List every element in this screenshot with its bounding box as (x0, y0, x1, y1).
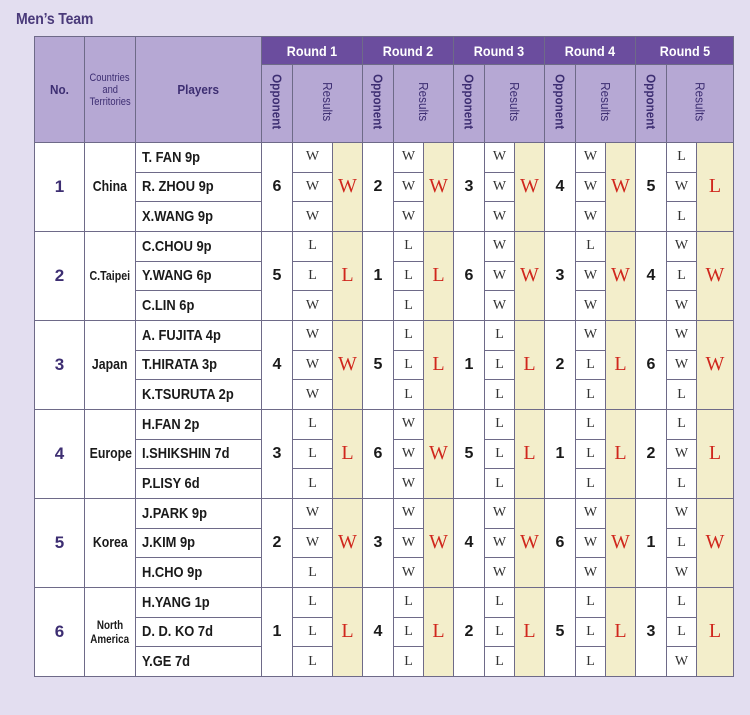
header-round-5: Round 5 (636, 37, 734, 65)
header-round-3: Round 3 (454, 37, 545, 65)
game-result: L (485, 469, 515, 499)
game-result: W (394, 439, 424, 469)
country-name-line: Korea (92, 534, 128, 552)
opponent-number: 4 (636, 231, 667, 320)
player-name: J.KIM 9p (136, 528, 262, 558)
round-result: L (424, 587, 454, 676)
header-opponent-round-2: Opponent (363, 65, 394, 143)
game-result: L (293, 617, 333, 647)
game-result: L (576, 587, 606, 617)
team-number: 6 (35, 587, 85, 676)
header-results-round-4: Results (576, 65, 636, 143)
game-result: W (667, 350, 697, 380)
game-result: W (485, 528, 515, 558)
game-result: L (394, 291, 424, 321)
player-name: P.LISY 6d (136, 469, 262, 499)
opponent-number: 6 (454, 231, 485, 320)
opponent-number: 6 (262, 143, 293, 232)
game-result: L (293, 231, 333, 261)
opponent-number: 2 (262, 498, 293, 587)
game-result: W (576, 143, 606, 173)
player-name: I.SHIKSHIN 7d (136, 439, 262, 469)
game-result: L (394, 587, 424, 617)
header-round-1: Round 1 (262, 37, 363, 65)
game-result: L (394, 647, 424, 677)
game-result: W (293, 350, 333, 380)
game-result: L (667, 528, 697, 558)
player-name: X.WANG 9p (136, 202, 262, 232)
game-result: L (667, 380, 697, 410)
game-result: L (667, 617, 697, 647)
game-result: W (394, 143, 424, 173)
game-result: W (667, 320, 697, 350)
header-opponent-round-5: Opponent (636, 65, 667, 143)
game-result: L (485, 647, 515, 677)
game-result: W (293, 528, 333, 558)
round-result: W (333, 320, 363, 409)
game-result: W (485, 261, 515, 291)
game-result: L (485, 439, 515, 469)
game-result: W (667, 498, 697, 528)
game-result: W (394, 202, 424, 232)
round-result: L (697, 587, 734, 676)
game-result: L (293, 261, 333, 291)
game-result: W (576, 320, 606, 350)
player-name: T.HIRATA 3p (136, 350, 262, 380)
player-name: H.CHO 9p (136, 558, 262, 588)
table-row (35, 231, 734, 261)
country-name-line: C.Taipei (89, 268, 131, 284)
opponent-number: 3 (262, 409, 293, 498)
game-result: W (485, 172, 515, 202)
game-result: W (485, 231, 515, 261)
header-no: No. (35, 37, 85, 143)
round-result: L (515, 587, 545, 676)
game-result: L (667, 261, 697, 291)
opponent-number: 5 (636, 143, 667, 232)
player-name: T. FAN 9p (136, 143, 262, 173)
round-result: L (333, 231, 363, 320)
game-result: L (394, 320, 424, 350)
player-name: H.YANG 1p (136, 587, 262, 617)
country-name-line: China (92, 178, 128, 196)
game-result: W (485, 558, 515, 588)
round-result: W (697, 231, 734, 320)
round-result: W (515, 498, 545, 587)
opponent-number: 4 (454, 498, 485, 587)
team-number: 3 (35, 320, 85, 409)
game-result: W (667, 172, 697, 202)
round-result: W (606, 498, 636, 587)
opponent-number: 1 (363, 231, 394, 320)
game-result: W (394, 409, 424, 439)
player-name: K.TSURUTA 2p (136, 380, 262, 410)
team-country (85, 498, 136, 587)
game-result: L (293, 439, 333, 469)
header-opponent-round-3: Opponent (454, 65, 485, 143)
opponent-number: 6 (545, 498, 576, 587)
player-name: Y.WANG 6p (136, 261, 262, 291)
game-result: W (576, 291, 606, 321)
game-result: L (293, 558, 333, 588)
round-result: L (606, 587, 636, 676)
opponent-number: 1 (262, 587, 293, 676)
round-result: L (515, 409, 545, 498)
opponent-number: 1 (545, 409, 576, 498)
opponent-number: 1 (454, 320, 485, 409)
table-row (35, 143, 734, 173)
round-result: W (424, 498, 454, 587)
page-title: Men’s Team (16, 11, 94, 28)
round-result: L (515, 320, 545, 409)
header-results-round-5: Results (667, 65, 734, 143)
game-result: W (485, 202, 515, 232)
opponent-number: 4 (363, 587, 394, 676)
country-name-line: Europe (89, 445, 133, 463)
game-result: L (394, 617, 424, 647)
game-result: W (293, 291, 333, 321)
round-result: L (333, 587, 363, 676)
game-result: L (485, 350, 515, 380)
country-name-line: America (90, 631, 130, 646)
header-countries: Countries and Territories (85, 37, 136, 143)
team-country (85, 320, 136, 409)
game-result: W (293, 143, 333, 173)
team-country (85, 409, 136, 498)
table-row (35, 587, 734, 617)
header-round-2: Round 2 (363, 37, 454, 65)
header-round-4: Round 4 (545, 37, 636, 65)
game-result: W (667, 231, 697, 261)
round-result: L (606, 409, 636, 498)
opponent-number: 5 (262, 231, 293, 320)
game-result: L (293, 409, 333, 439)
player-name: J.PARK 9p (136, 498, 262, 528)
game-result: L (667, 409, 697, 439)
player-name: C.LIN 6p (136, 291, 262, 321)
round-result: W (606, 231, 636, 320)
opponent-number: 4 (262, 320, 293, 409)
game-result: W (394, 558, 424, 588)
team-number: 4 (35, 409, 85, 498)
game-result: W (667, 647, 697, 677)
game-result: L (576, 647, 606, 677)
round-result: L (424, 320, 454, 409)
header-results-round-2: Results (394, 65, 454, 143)
game-result: L (293, 647, 333, 677)
opponent-number: 5 (454, 409, 485, 498)
game-result: W (576, 558, 606, 588)
opponent-number: 2 (363, 143, 394, 232)
opponent-number: 1 (636, 498, 667, 587)
header-opponent-round-4: Opponent (545, 65, 576, 143)
game-result: W (485, 498, 515, 528)
game-result: W (576, 498, 606, 528)
opponent-number: 2 (545, 320, 576, 409)
opponent-number: 5 (545, 587, 576, 676)
game-result: L (576, 439, 606, 469)
game-result: W (394, 528, 424, 558)
game-result: W (667, 291, 697, 321)
round-result: W (424, 143, 454, 232)
opponent-number: 3 (636, 587, 667, 676)
round-result: W (333, 498, 363, 587)
game-result: L (394, 261, 424, 291)
game-result: L (576, 380, 606, 410)
game-result: W (394, 498, 424, 528)
round-result: W (515, 143, 545, 232)
game-result: L (485, 587, 515, 617)
game-result: L (485, 380, 515, 410)
game-result: L (667, 587, 697, 617)
game-result: L (293, 587, 333, 617)
game-result: L (394, 231, 424, 261)
game-result: L (667, 202, 697, 232)
game-result: L (667, 143, 697, 173)
round-result: W (697, 498, 734, 587)
game-result: L (485, 617, 515, 647)
header-players: Players (136, 37, 262, 143)
header-opponent-round-1: Opponent (262, 65, 293, 143)
game-result: W (576, 528, 606, 558)
game-result: L (485, 409, 515, 439)
round-result: L (424, 231, 454, 320)
game-result: W (293, 380, 333, 410)
results-table (34, 36, 734, 677)
opponent-number: 3 (545, 231, 576, 320)
opponent-number: 2 (454, 587, 485, 676)
game-result: W (485, 291, 515, 321)
header-results-round-1: Results (293, 65, 363, 143)
team-country (85, 231, 136, 320)
team-number: 2 (35, 231, 85, 320)
game-result: W (394, 469, 424, 499)
round-result: L (697, 409, 734, 498)
table-row (35, 498, 734, 528)
game-result: L (293, 469, 333, 499)
round-result: W (606, 143, 636, 232)
game-result: L (576, 469, 606, 499)
team-number: 1 (35, 143, 85, 232)
opponent-number: 6 (636, 320, 667, 409)
game-result: W (293, 172, 333, 202)
country-name-line: North (96, 617, 124, 632)
game-result: W (293, 202, 333, 232)
game-result: L (485, 320, 515, 350)
round-result: W (333, 143, 363, 232)
team-country (85, 587, 136, 676)
opponent-number: 5 (363, 320, 394, 409)
game-result: W (667, 439, 697, 469)
game-result: L (576, 350, 606, 380)
round-result: L (333, 409, 363, 498)
player-name: Y.GE 7d (136, 647, 262, 677)
round-result: L (606, 320, 636, 409)
opponent-number: 6 (363, 409, 394, 498)
header-results-round-3: Results (485, 65, 545, 143)
game-result: W (485, 143, 515, 173)
game-result: W (667, 558, 697, 588)
round-result: W (697, 320, 734, 409)
team-number: 5 (35, 498, 85, 587)
country-name-line: Japan (92, 356, 128, 374)
round-result: L (697, 143, 734, 232)
game-result: W (293, 498, 333, 528)
game-result: L (576, 231, 606, 261)
game-result: L (576, 409, 606, 439)
player-name: D. D. KO 7d (136, 617, 262, 647)
game-result: L (576, 617, 606, 647)
game-result: W (394, 172, 424, 202)
game-result: W (576, 261, 606, 291)
player-name: A. FUJITA 4p (136, 320, 262, 350)
round-result: W (515, 231, 545, 320)
team-country (85, 143, 136, 232)
player-name: R. ZHOU 9p (136, 172, 262, 202)
player-name: C.CHOU 9p (136, 231, 262, 261)
table-row (35, 320, 734, 350)
game-result: L (394, 350, 424, 380)
game-result: W (576, 172, 606, 202)
opponent-number: 4 (545, 143, 576, 232)
opponent-number: 3 (363, 498, 394, 587)
game-result: W (293, 320, 333, 350)
opponent-number: 2 (636, 409, 667, 498)
opponent-number: 3 (454, 143, 485, 232)
round-result: W (424, 409, 454, 498)
player-name: H.FAN 2p (136, 409, 262, 439)
game-result: W (576, 202, 606, 232)
game-result: L (394, 380, 424, 410)
game-result: L (667, 469, 697, 499)
table-row (35, 409, 734, 439)
